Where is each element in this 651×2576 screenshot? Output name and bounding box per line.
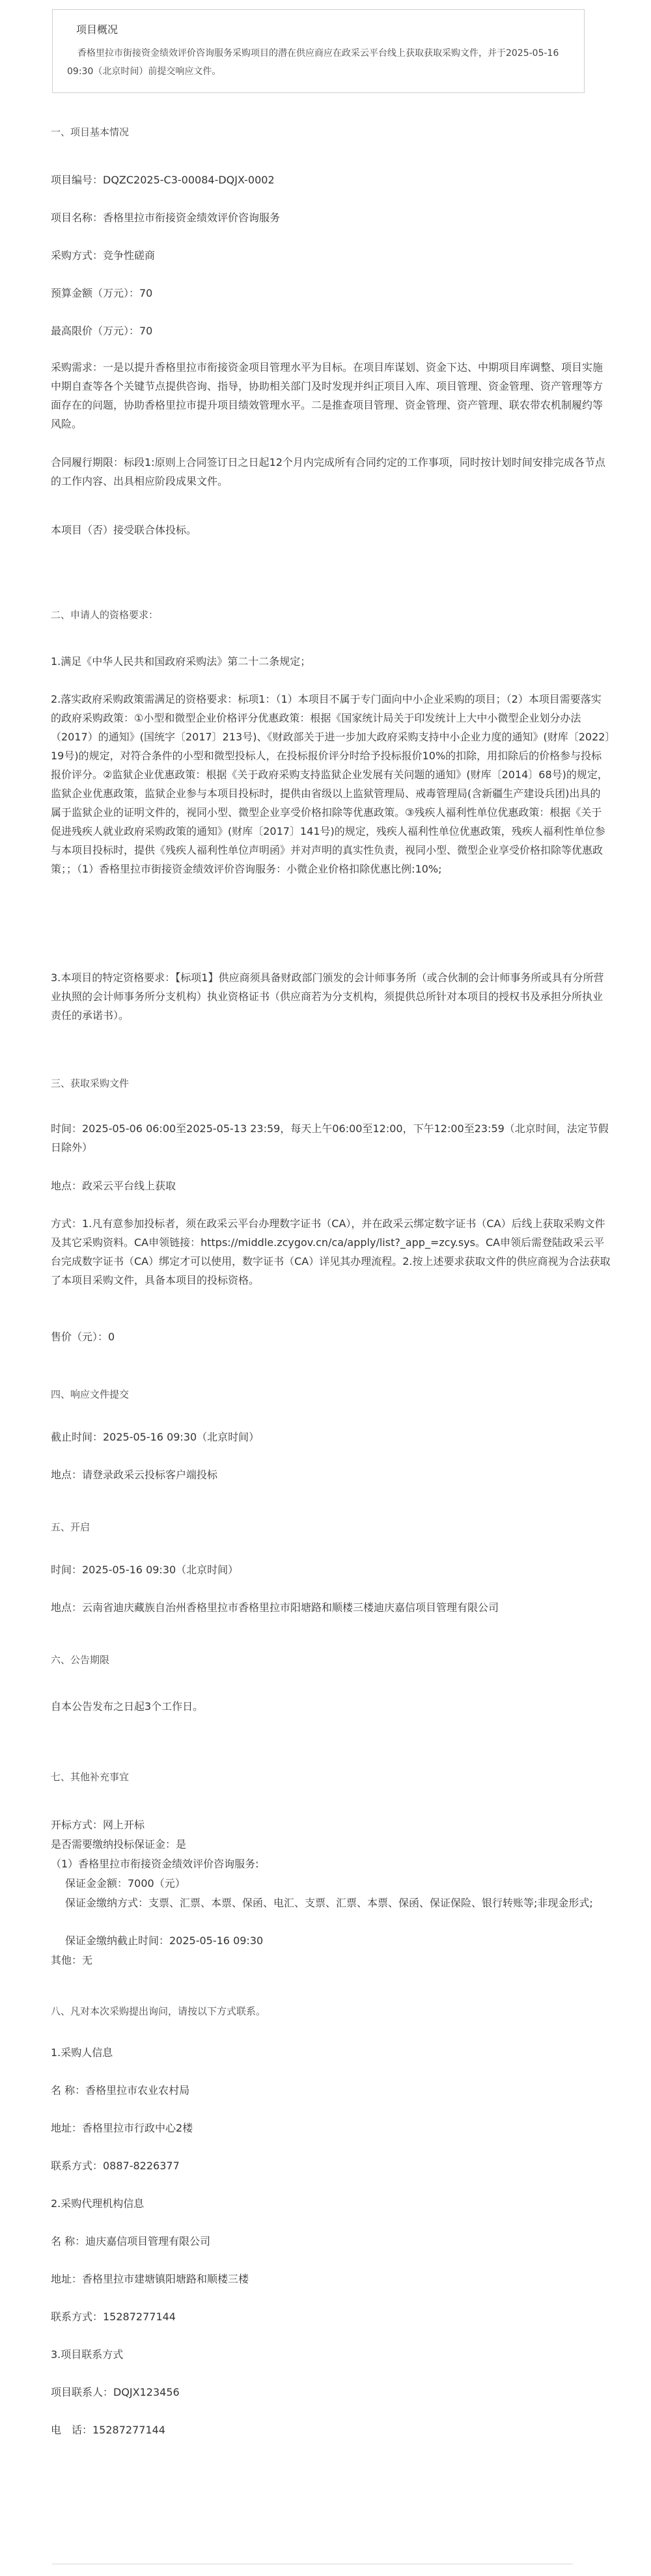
section-3-heading: 三、获取采购文件 — [51, 1078, 130, 1089]
deposit-amount: 保证金金额：7000（元） — [65, 1877, 186, 1890]
section-8-heading: 八、凡对本次采购提出询问，请按以下方式联系。 — [51, 2005, 266, 2017]
overview-body: 香格里拉市街接资金绩效评价咨询服务采购项目的潜在供应商应在政采云平台线上获取获取采购文件，并于2025-05-16 09:30（北京时间）前提交响应文件。 — [67, 48, 559, 77]
consortium-note: 本项目（否）接受联合体投标。 — [51, 524, 197, 536]
qualification-2: 2.落实政府采购政策需满足的资格要求：标项1：（1）本项目不属于专门面向中小企业采购的项目；（2）本项目需要落实的政府采购政策：①小型和微型企业价格评分优惠政策：根据《国家统计局关于印发统计上大中小微型企业划分办法（2017）的通知》(国统字〔2017〕213号)、《财政部关于进一步加大政府采购支持中小企业力度的通知》(财库〔2022〕19号)的规定，对符合条件的小型和微型投标人，在投标报价评分时给予投标报价10%的扣除，用扣除后的价格参与投标报价评分。②监狱企业优惠政策：根据《关于政府采购支持监狱企业发展有关问题的通知》(财库〔2014〕68号)的规定，监狱企业优惠政策，监狱企业参与本项目投标时，提供由省级以上监狱管理局、戒毒管理局(含新疆生产建设兵团)出具的属于监狱企业的证明文件的，视同小型、微型企业享受价格扣除等优惠政策。③残疾人福利性单位优惠政策：根据《关于促进残疾人就业政府采购政策的通知》(财库〔2017〕141号)的规定，残疾人福利性单位优惠政策，残疾人福利性单位参与本项目投标时，提供《残疾人福利性单位声明函》并对声明的真实性负责，视同小型、微型企业享受价格扣除等优惠政策；；（1）香格里拉市街接资金绩效评价咨询服务：小微企业价格扣除优惠比例:10%; — [51, 693, 611, 875]
procurement-method: 采购方式：竞争性磋商 — [51, 249, 156, 262]
agency-contact: 联系方式：15287277144 — [51, 2311, 176, 2323]
other-notes: 其他：无 — [51, 1954, 93, 1966]
project-contact-phone: 电 话：15287277144 — [51, 2424, 165, 2436]
project-number: 项目编号：DQZC2025-C3-00084-DQJX-0002 — [51, 174, 275, 186]
purchaser-address: 地址：香格里拉市行政中心2楼 — [51, 2122, 193, 2134]
overview-title: 项目概况 — [76, 23, 118, 36]
section-6-heading: 六、公告期限 — [51, 1654, 110, 1666]
opening-method: 开标方式：网上开标 — [51, 1819, 145, 1831]
procurement-requirement: 采购需求：一是以提升香格里拉市衔接资金项目管理水平为目标。在项目库谋划、资金下达、中期项目库调整、项目实施中期自查等各个关键节点提供咨询、指导，协助相关部门及时发现并纠正项目入库、项目管理、资金管理、资产管理等方面存在的问题，协助香格里拉市提升项目绩效管理水平。二是推查项目管理、资金管理、资产管理、联农带农机制履约等风险。 — [51, 361, 603, 430]
document-price: 售价（元）：0 — [51, 1331, 115, 1343]
contract-period: 合同履行期限：标段1:原则上合同签订日之日起12个月内完成所有合同约定的工作事项，同时按计划时间安排完成各节点的工作内容、出具相应阶段成果文件。 — [51, 456, 605, 487]
project-contact-title: 3.项目联系方式 — [51, 2348, 124, 2361]
purchaser-contact: 联系方式：0887-8226377 — [51, 2160, 180, 2172]
submission-place: 地点：请登录政采云投标客户端投标 — [51, 1469, 218, 1481]
opening-place: 地点：云南省迪庆藏族自治州香格里拉市香格里拉市阳塘路和顺楼三楼迪庆嘉信项目管理有限公司 — [51, 1601, 499, 1614]
qualification-3: 3.本项目的特定资格要求：【标项1】供应商须具备财政部门颁发的会计师事务所（或合伙制的会计师事务所或具有分所营业执照的会计师事务所分支机构）执业资格证书（供应商若为分支机构，须提供总所针对本项目的授权书及承担分所执业责任的承诺书）。 — [51, 971, 604, 1022]
purchaser-title: 1.采购人信息 — [51, 2046, 113, 2059]
section-7-heading: 七、其他补充事宜 — [51, 1771, 130, 1783]
qualification-1: 1.满足《中华人民共和国政府采购法》第二十二条规定； — [51, 655, 311, 668]
submission-deadline: 截止时间：2025-05-16 09:30（北京时间） — [51, 1431, 260, 1443]
obtain-method: 方式：1.凡有意参加投标者，须在政采云平台办理数字证书（CA），并在政采云绑定数字证书（CA）后线上获取采购文件及其它采购资料。CA申领链接：https://middle.zcygov.cn/ca/apply/list?_app_=zcy.sys。CA申领后需登陆政采云平台完成数字证书（CA）绑定才可以使用，数字证书（CA）详见其办理流程。2.按上述要求获取文件的供应商视为合法获取了本项目采购文件，具备本项目的投标资格。 — [51, 1217, 611, 1286]
section-5-heading: 五、开启 — [51, 1521, 90, 1533]
deposit-methods: 保证金缴纳方式：支票、汇票、本票、保函、电汇、支票、汇票、本票、保函、保证保险、银行转账等;非现金形式; — [65, 1897, 593, 1909]
agency-title: 2.采购代理机构信息 — [51, 2197, 145, 2210]
announcement-period: 自本公告发布之日起3个工作日。 — [51, 1700, 204, 1713]
agency-name: 名 称：迪庆嘉信项目管理有限公司 — [51, 2235, 211, 2247]
purchaser-name: 名 称：香格里拉市农业农村局 — [51, 2084, 190, 2096]
agency-address: 地址：香格里拉市建塘镇阳塘路和顺楼三楼 — [51, 2273, 249, 2285]
max-price: 最高限价（万元）：70 — [51, 325, 153, 337]
project-contact-person: 项目联系人：DQJX123456 — [51, 2386, 180, 2398]
obtain-place: 地点：政采云平台线上获取 — [51, 1180, 176, 1192]
deposit-required: 是否需要缴纳投标保证金：是 — [51, 1838, 187, 1851]
overview-box — [52, 9, 585, 93]
section-1-heading: 一、项目基本情况 — [51, 126, 130, 138]
obtain-time: 时间：2025-05-06 06:00至2025-05-13 23:59，每天上午06:00至12:00，下午12:00至23:59（北京时间，法定节假日除外） — [51, 1122, 609, 1154]
project-name: 项目名称：香格里拉市衔接资金绩效评价咨询服务 — [51, 211, 281, 224]
deposit-item: （1）香格里拉市衔接资金绩效评价咨询服务: — [51, 1858, 259, 1870]
section-4-heading: 四、响应文件提交 — [51, 1389, 130, 1400]
opening-time: 时间：2025-05-16 09:30（北京时间） — [51, 1564, 239, 1576]
deposit-deadline: 保证金缴纳截止时间：2025-05-16 09:30 — [65, 1934, 264, 1947]
budget-amount: 预算金额（万元）：70 — [51, 287, 153, 299]
section-2-heading: 二、申请人的资格要求： — [51, 609, 159, 621]
